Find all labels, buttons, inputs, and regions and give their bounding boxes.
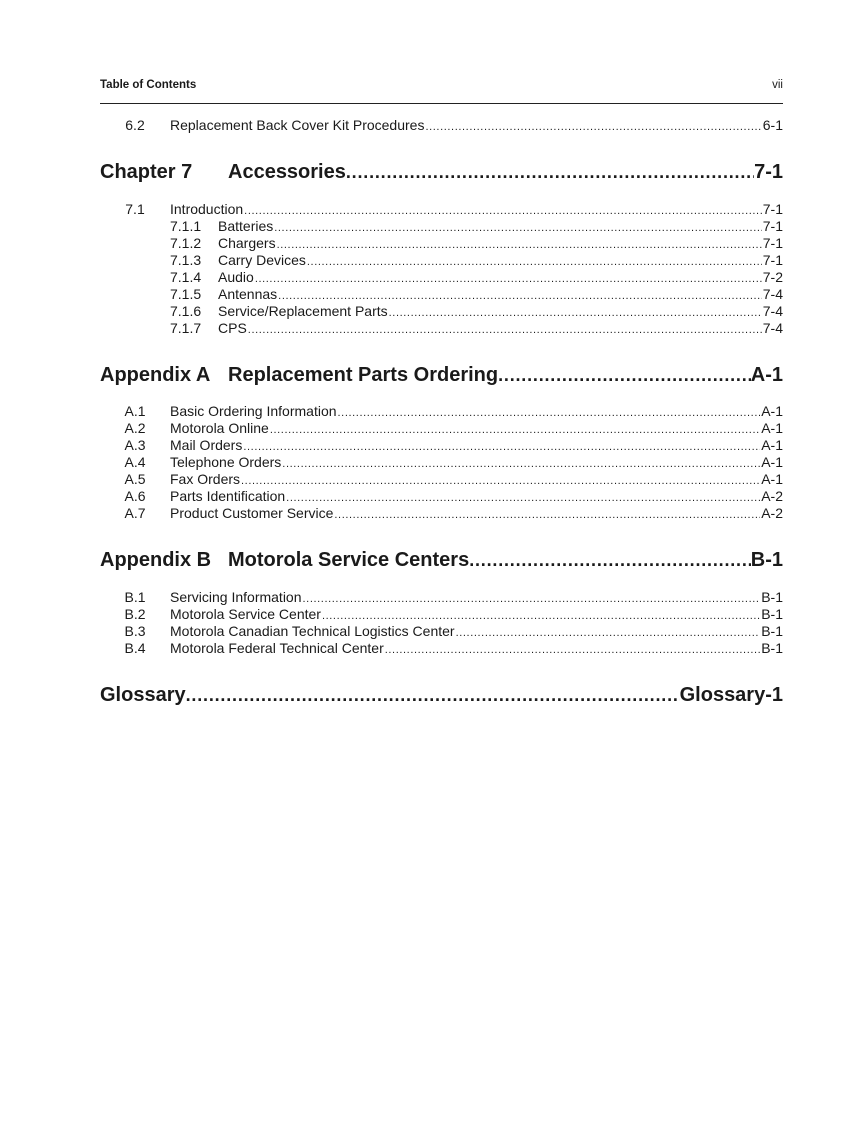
toc-entry-b-1[interactable]: B.1 Servicing Information ..... B-1: [100, 589, 783, 606]
toc-entry-7-1-3[interactable]: 7.1.3 Carry Devices ..... 7-1: [100, 252, 783, 269]
toc-entry-7-1-2[interactable]: 7.1.2 Chargers ..... 7-1: [100, 235, 783, 252]
toc-entry-a-2[interactable]: A.2 Motorola Online ..... A-1: [100, 420, 783, 437]
leader-dots: [248, 320, 762, 339]
toc-entry-a-5[interactable]: A.5 Fax Orders ..... A-1: [100, 471, 783, 488]
toc-entry-a-4[interactable]: A.4 Telephone Orders ..... A-1: [100, 454, 783, 471]
toc-entry-7-1-4[interactable]: 7.1.4 Audio ..... 7-2: [100, 269, 783, 286]
toc-entry-6-2[interactable]: 6.2 Replacement Back Cover Kit Procedures ..... 6-1: [100, 117, 783, 134]
toc-entry-b-2[interactable]: B.2 Motorola Service Center ..... B-1: [100, 606, 783, 623]
toc-entry-a-6[interactable]: A.6 Parts Identification ..... A-2: [100, 488, 783, 505]
leader-dots: [346, 159, 754, 185]
toc-entry-b-3[interactable]: B.3 Motorola Canadian Technical Logistics Center ..... B-1: [100, 623, 783, 640]
leader-dots: [425, 117, 761, 136]
header-page-number: vii: [772, 79, 783, 91]
toc-entry-7-1-1[interactable]: 7.1.1 Batteries ..... 7-1: [100, 218, 783, 235]
toc-entry-7-1-7[interactable]: 7.1.7 CPS ..... 7-4: [100, 320, 783, 337]
header-title: Table of Contents: [100, 79, 197, 91]
leader-dots: [469, 547, 751, 573]
toc-entry-7-1-5[interactable]: 7.1.5 Antennas ..... 7-4: [100, 286, 783, 303]
toc-entry-b-4[interactable]: B.4 Motorola Federal Technical Center ..... B-1: [100, 640, 783, 657]
running-header: [100, 79, 783, 95]
toc-entry-7-1-6[interactable]: 7.1.6 Service/Replacement Parts ..... 7-4: [100, 303, 783, 320]
header-rule: [100, 103, 783, 104]
toc-appendix-b[interactable]: Appendix B Motorola Service Centers ..... B-1: [100, 547, 783, 573]
leader-dots: [385, 640, 760, 659]
toc-entry-a-1[interactable]: A.1 Basic Ordering Information ..... A-1: [100, 403, 783, 420]
toc-entry-7-1[interactable]: 7.1 Introduction ..... 7-1: [100, 201, 783, 218]
toc-entry-a-3[interactable]: A.3 Mail Orders ..... A-1: [100, 437, 783, 454]
toc-glossary[interactable]: Glossary ..... Glossary-1: [100, 682, 783, 708]
leader-dots: [334, 505, 760, 524]
toc-appendix-a[interactable]: Appendix A Replacement Parts Ordering ..... A-1: [100, 362, 783, 388]
toc-entry-a-7[interactable]: A.7 Product Customer Service ..... A-2: [100, 505, 783, 522]
leader-dots: [186, 682, 680, 708]
leader-dots: [498, 362, 751, 388]
toc-chapter-7[interactable]: Chapter 7 Accessories ..... 7-1: [100, 159, 783, 185]
toc-page: [100, 0, 783, 1122]
